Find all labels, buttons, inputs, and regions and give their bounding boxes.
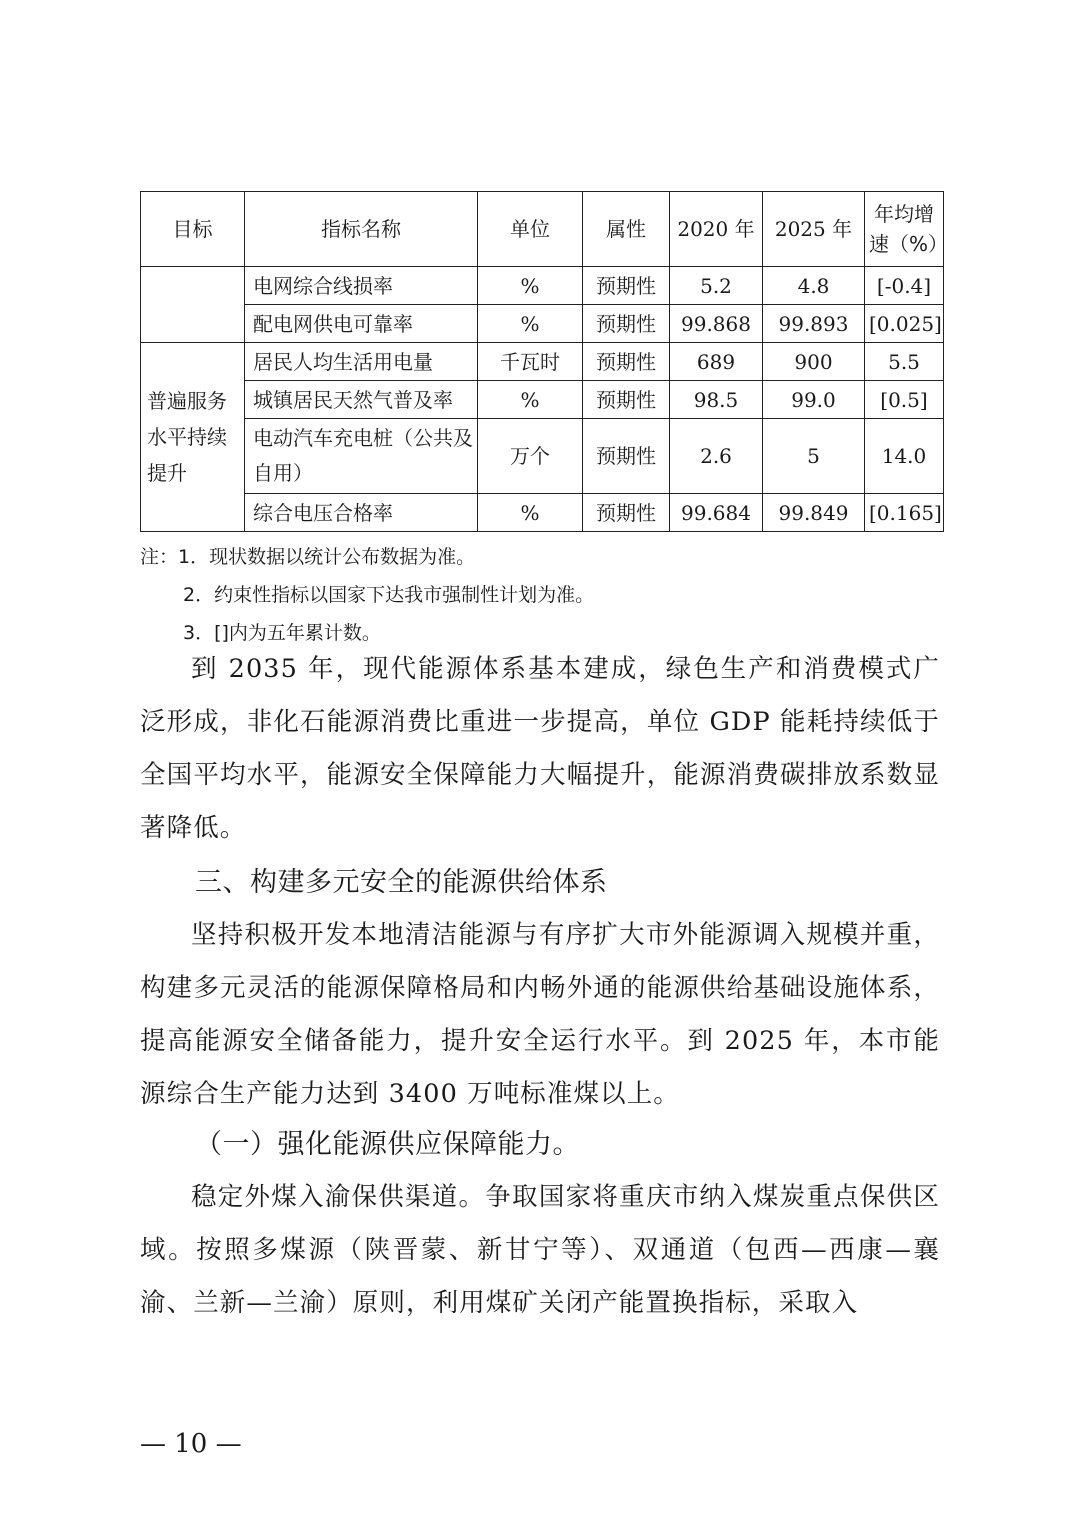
table-notes <box>140 538 960 652</box>
attribute-cell: 预期性 <box>583 381 670 419</box>
attribute-cell: 预期性 <box>583 419 670 494</box>
paragraph-2035-goal: 到 2035 年，现代能源体系基本建成，绿色生产和消费模式广泛形成，非化石能源消费比重进一步提高，单位 GDP 能耗持续低于全国平均水平，能源安全保障能力大幅提升，能源消费碳排放系数显著降低。 <box>140 654 940 843</box>
growth-cell: 5.5 <box>865 343 944 381</box>
indicator-name: 电动汽车充电桩（公共及自用） <box>245 419 478 494</box>
page-number: — 10 — <box>140 1429 242 1459</box>
value-2025: 99.849 <box>763 494 865 532</box>
attribute-cell: 预期性 <box>583 343 670 381</box>
note-1: 注：1．现状数据以统计公布数据为准。 <box>140 546 476 568</box>
unit-cell: % <box>478 267 583 305</box>
value-2025: 99.893 <box>763 305 865 343</box>
subsection-heading-3-1: （一）强化能源供应保障能力。 <box>195 1129 580 1160</box>
unit-cell: % <box>478 381 583 419</box>
indicator-table <box>140 191 949 532</box>
value-2025: 900 <box>763 343 865 381</box>
growth-cell: 14.0 <box>865 419 944 494</box>
indicator-name: 居民人均生活用电量 <box>245 343 478 381</box>
unit-cell: 千瓦时 <box>478 343 583 381</box>
table-row <box>141 381 944 419</box>
section-heading-3: 三、构建多元安全的能源供给体系 <box>195 867 608 898</box>
value-2020: 99.684 <box>670 494 763 532</box>
header-indicator-name: 指标名称 <box>245 192 478 267</box>
growth-cell: [-0.4] <box>865 267 944 305</box>
header-growth: 年均增速（%） <box>865 192 944 267</box>
note-2: 2．约束性指标以国家下达我市强制性计划为准。 <box>183 584 595 606</box>
table-header-row <box>141 192 944 267</box>
value-2025: 99.0 <box>763 381 865 419</box>
growth-cell: [0.025] <box>865 305 944 343</box>
attribute-cell: 预期性 <box>583 267 670 305</box>
indicator-name: 配电网供电可靠率 <box>245 305 478 343</box>
unit-cell: 万个 <box>478 419 583 494</box>
attribute-cell: 预期性 <box>583 494 670 532</box>
value-2025: 4.8 <box>763 267 865 305</box>
table-row <box>141 494 944 532</box>
note-3: 3．[]内为五年累计数。 <box>183 622 381 644</box>
value-2020: 5.2 <box>670 267 763 305</box>
indicator-name: 电网综合线损率 <box>245 267 478 305</box>
value-2020: 98.5 <box>670 381 763 419</box>
value-2020: 2.6 <box>670 419 763 494</box>
table-row <box>141 419 944 494</box>
paragraph-coal-supply: 稳定外煤入渝保供渠道。争取国家将重庆市纳入煤炭重点保供区域。按照多煤源（陕晋蒙、新甘宁等）、双通道（包西—西康—襄渝、兰新—兰渝）原则，利用煤矿关闭产能置换指标，采取入 <box>140 1182 940 1318</box>
goal-cell-empty <box>141 267 245 343</box>
header-goal: 目标 <box>141 192 245 267</box>
goal-cell-universal-service: 普遍服务水平持续提升 <box>141 343 245 532</box>
header-2025: 2025 年 <box>763 192 865 267</box>
header-attribute: 属性 <box>583 192 670 267</box>
table-row <box>141 305 944 343</box>
table-row <box>141 267 944 305</box>
growth-cell: [0.5] <box>865 381 944 419</box>
table-row <box>141 343 944 381</box>
growth-cell: [0.165] <box>865 494 944 532</box>
attribute-cell: 预期性 <box>583 305 670 343</box>
header-unit: 单位 <box>478 192 583 267</box>
header-2020: 2020 年 <box>670 192 763 267</box>
indicator-name: 城镇居民天然气普及率 <box>245 381 478 419</box>
unit-cell: % <box>478 494 583 532</box>
value-2020: 99.868 <box>670 305 763 343</box>
indicator-name: 综合电压合格率 <box>245 494 478 532</box>
paragraph-supply-system: 坚持积极开发本地清洁能源与有序扩大市外能源调入规模并重，构建多元灵活的能源保障格局和内畅外通的能源供给基础设施体系，提高能源安全储备能力，提升安全运行水平。到 2025 年，本市能源综合生产能力达到 3400 万吨标准煤以上。 <box>140 920 940 1109</box>
unit-cell: % <box>478 305 583 343</box>
value-2020: 689 <box>670 343 763 381</box>
value-2025: 5 <box>763 419 865 494</box>
